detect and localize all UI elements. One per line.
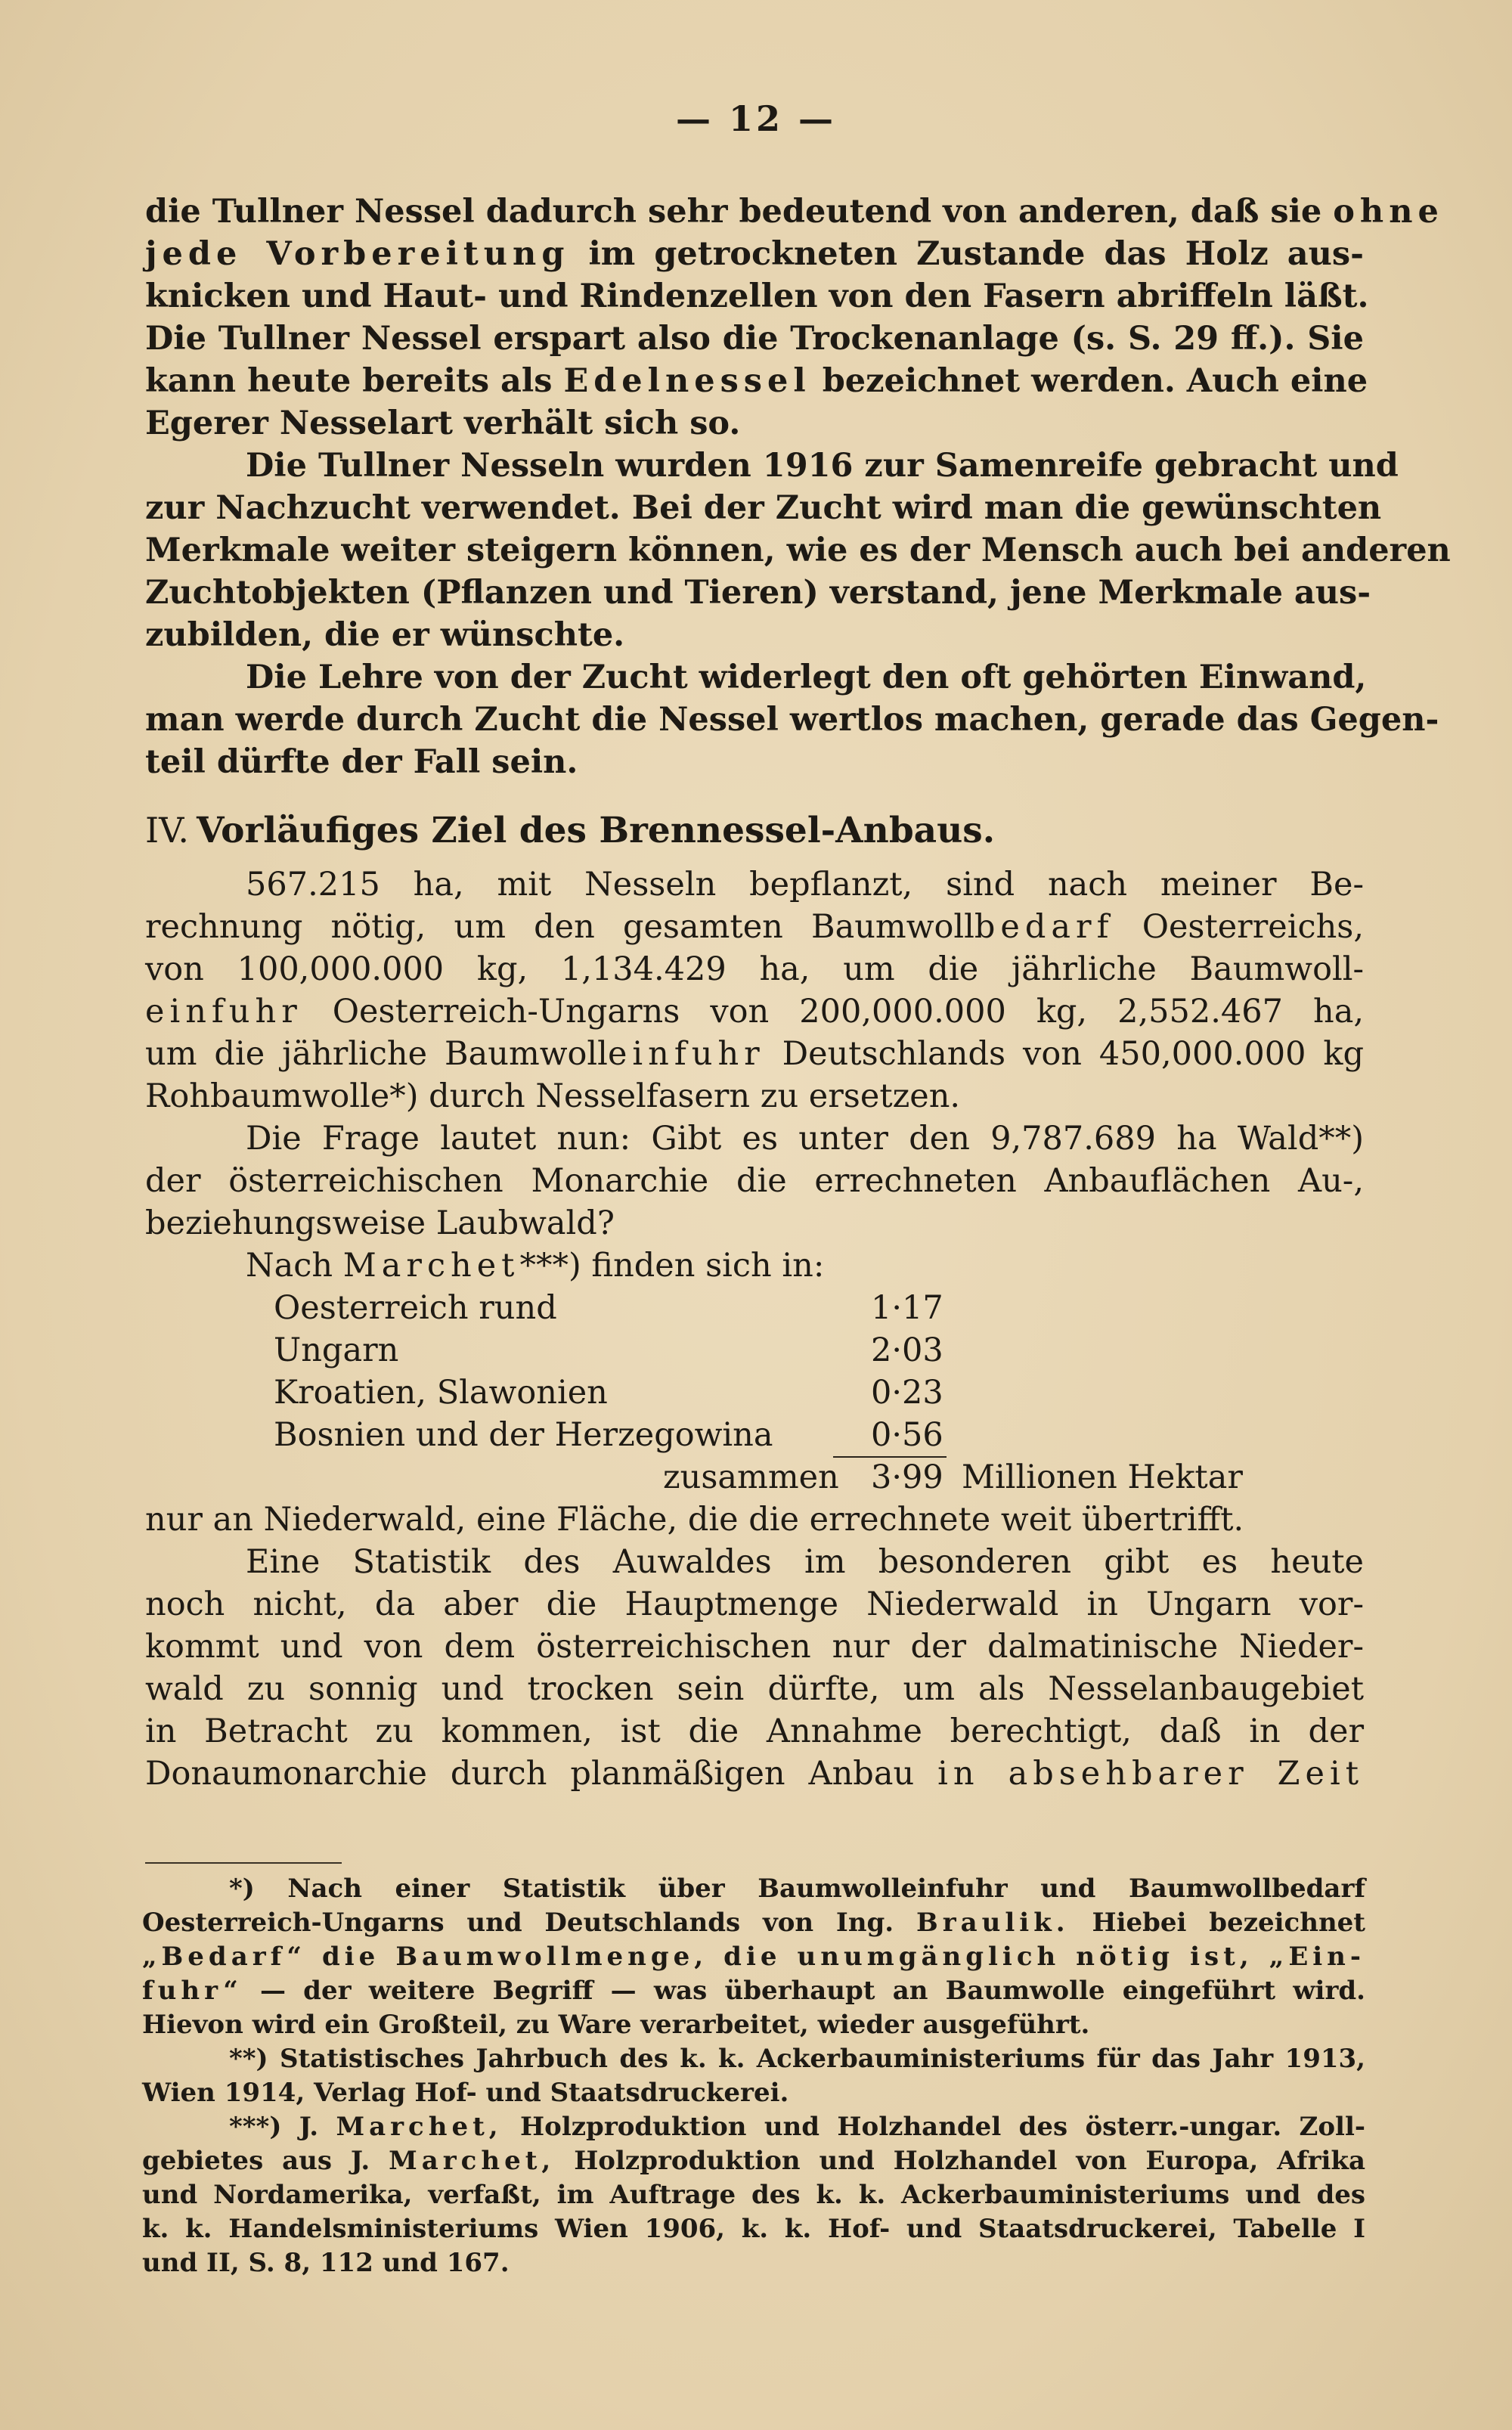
paragraph-1	[145, 191, 1444, 445]
footnotes	[142, 1872, 1365, 2280]
footnote-1	[142, 1872, 1365, 2042]
footnote-line: Hievon wird ein Großteil, zu Ware verarbeitet, wieder ausgeführt.	[142, 2010, 1090, 2040]
text-line: man werde durch Zucht die Nessel wertlos machen, gerade das Gegen-	[145, 701, 1439, 739]
text-line: von 100,000.000 kg, 1,134.429 ha, um die jährliche Baumwoll-	[145, 950, 1364, 988]
sum-label: zusammen	[663, 1458, 839, 1496]
sum-unit: Millionen Hektar	[962, 1458, 1243, 1496]
text-line: einfuhr Oesterreich-Ungarns von 200,000.000 kg, 2,552.467 ha,	[145, 993, 1364, 1031]
text-line: nur an Niederwald, eine Fläche, die die errechnete weit übertrifft.	[145, 1501, 1244, 1539]
footnote-line: Oesterreich-Ungarns und Deutschlands von Ing. Braulik. Hiebei bezeichnet	[142, 1908, 1366, 1938]
paragraph-3	[145, 656, 1439, 783]
footnote-2	[142, 2042, 1365, 2110]
text-line: wald zu sonnig und trocken sein dürfte, um als Nesselanbaugebiet	[145, 1670, 1364, 1708]
sum-value: 3·99	[871, 1458, 943, 1496]
region-value: 1·17	[871, 1289, 943, 1327]
region-value: 2·03	[871, 1331, 943, 1369]
text-line: knicken und Haut- und Rindenzellen von den Fasern abriffeln läßt.	[145, 277, 1369, 315]
text-line: Eine Statistik des Auwaldes im besonderen gibt es heute	[246, 1543, 1364, 1581]
text-line: teil dürfte der Fall sein.	[145, 743, 578, 781]
text-line: der österreichischen Monarchie die errechneten Anbauflächen Au-,	[145, 1162, 1364, 1200]
text-line: zur Nachzucht verwendet. Bei der Zucht wird man die gewünschten	[145, 489, 1382, 527]
footnote-line: und II, S. 8, 112 und 167.	[142, 2248, 510, 2278]
section-heading	[145, 800, 1364, 860]
table-row	[145, 1287, 1364, 1329]
text-line: Merkmale weiter steigern können, wie es der Mensch auch bei anderen	[145, 532, 1451, 569]
region-value: 0·23	[871, 1374, 943, 1412]
paragraph-2	[145, 445, 1451, 656]
text-line: Die Tullner Nessel erspart also die Trockenanlage (s. S. 29 ff.). Sie	[145, 320, 1364, 358]
section-numeral: IV.	[145, 810, 189, 851]
footnote-line: fuhr“ — der weitere Begriff — was überhaupt an Baumwolle eingeführt wird.	[142, 1976, 1365, 2006]
region-name: Kroatien, Slawonien	[274, 1374, 608, 1412]
text-line: Die Lehre von der Zucht widerlegt den oft gehörten Einwand,	[246, 659, 1367, 696]
table-row	[145, 1372, 1364, 1414]
footnote-line: gebietes aus J. Marchet, Holzproduktion und Holzhandel von Europa, Afrika	[142, 2146, 1366, 2176]
text-line: Zuchtobjekten (Pflanzen und Tieren) verstand, jene Merkmale aus-	[145, 574, 1371, 612]
footnote-line: k. k. Handelsministeriums Wien 1906, k. k. Hof- und Staatsdruckerei, Tabelle I	[142, 2214, 1365, 2244]
paragraph-7	[145, 1541, 1364, 1795]
text-line: 567.215 ha, mit Nesseln bepflanzt, sind nach meiner Be-	[246, 866, 1364, 904]
footnote-line: *) Nach einer Statistik über Baumwolleinfuhr und Baumwollbedarf	[229, 1874, 1365, 1904]
footnote-divider	[145, 1862, 342, 1864]
paragraph-4	[145, 863, 1364, 1117]
table-row	[145, 1329, 1364, 1372]
text-line: Egerer Nesselart verhält sich so.	[145, 404, 741, 442]
text-line: jede Vorbereitung im getrockneten Zustande das Holz aus-	[145, 235, 1364, 273]
section-title: Vorläufiges Ziel des Brennessel-Anbaus.	[196, 810, 996, 851]
footnote-line: und Nordamerika, verfaßt, im Auftrage des k. k. Ackerbauministeriums und des	[142, 2180, 1365, 2210]
region-name: Bosnien und der Herzegowina	[274, 1416, 773, 1454]
text-line: noch nicht, da aber die Hauptmenge Niederwald in Ungarn vor-	[145, 1585, 1364, 1623]
text-line: beziehungsweise Laubwald?	[145, 1204, 615, 1242]
text-line: Rohbaumwolle*) durch Nesselfasern zu ersetzen.	[145, 1077, 961, 1115]
text-line: die Tullner Nessel dadurch sehr bedeutend von anderen, daß sie ohne	[145, 193, 1444, 231]
region-name: Ungarn	[274, 1331, 399, 1369]
table-sum-row	[145, 1456, 1364, 1499]
region-name: Oesterreich rund	[274, 1289, 557, 1327]
text-line: Donaumonarchie durch planmäßigen Anbau in absehbarer Zeit	[145, 1755, 1365, 1793]
page-number: — 12 —	[675, 98, 837, 139]
table-row	[145, 1414, 1364, 1456]
text-line: in Betracht zu kommen, ist die Annahme berechtigt, daß in der	[145, 1712, 1364, 1750]
region-value: 0·56	[871, 1416, 943, 1454]
text-line: rechnung nötig, um den gesamten Baumwollbedarf Oesterreichs,	[145, 908, 1365, 946]
footnote-line: ***) J. Marchet, Holzproduktion und Holzhandel des österr.-ungar. Zoll-	[229, 2112, 1365, 2142]
footnote-3	[142, 2110, 1365, 2280]
text-line: kann heute bereits als Edelnessel bezeichnet werden. Auch eine	[145, 362, 1368, 400]
text-line: Die Frage lautet nun: Gibt es unter den 9,787.689 ha Wald**)	[246, 1120, 1364, 1158]
table-intro: Nach Marchet***) finden sich in:	[246, 1247, 825, 1285]
text-line: kommt und von dem österreichischen nur der dalmatinische Nieder-	[145, 1628, 1364, 1666]
body-text	[145, 191, 1451, 1795]
footnote-line: „Bedarf“ die Baumwollmenge, die unumgänglich nötig ist, „Ein-	[142, 1942, 1365, 1972]
text-line: Die Tullner Nesseln wurden 1916 zur Samenreife gebracht und	[246, 447, 1399, 485]
forest-area-table	[145, 1244, 1364, 1499]
text-line: zubilden, die er wünschte.	[145, 616, 625, 654]
footnote-line: **) Statistisches Jahrbuch des k. k. Ackerbauministeriums für das Jahr 1913,	[229, 2044, 1365, 2074]
paragraph-5	[145, 1117, 1364, 1244]
text-line: um die jährliche Baumwolleinfuhr Deutschlands von 450,000.000 kg	[145, 1035, 1364, 1073]
footnote-line: Wien 1914, Verlag Hof- und Staatsdruckerei.	[142, 2078, 789, 2108]
